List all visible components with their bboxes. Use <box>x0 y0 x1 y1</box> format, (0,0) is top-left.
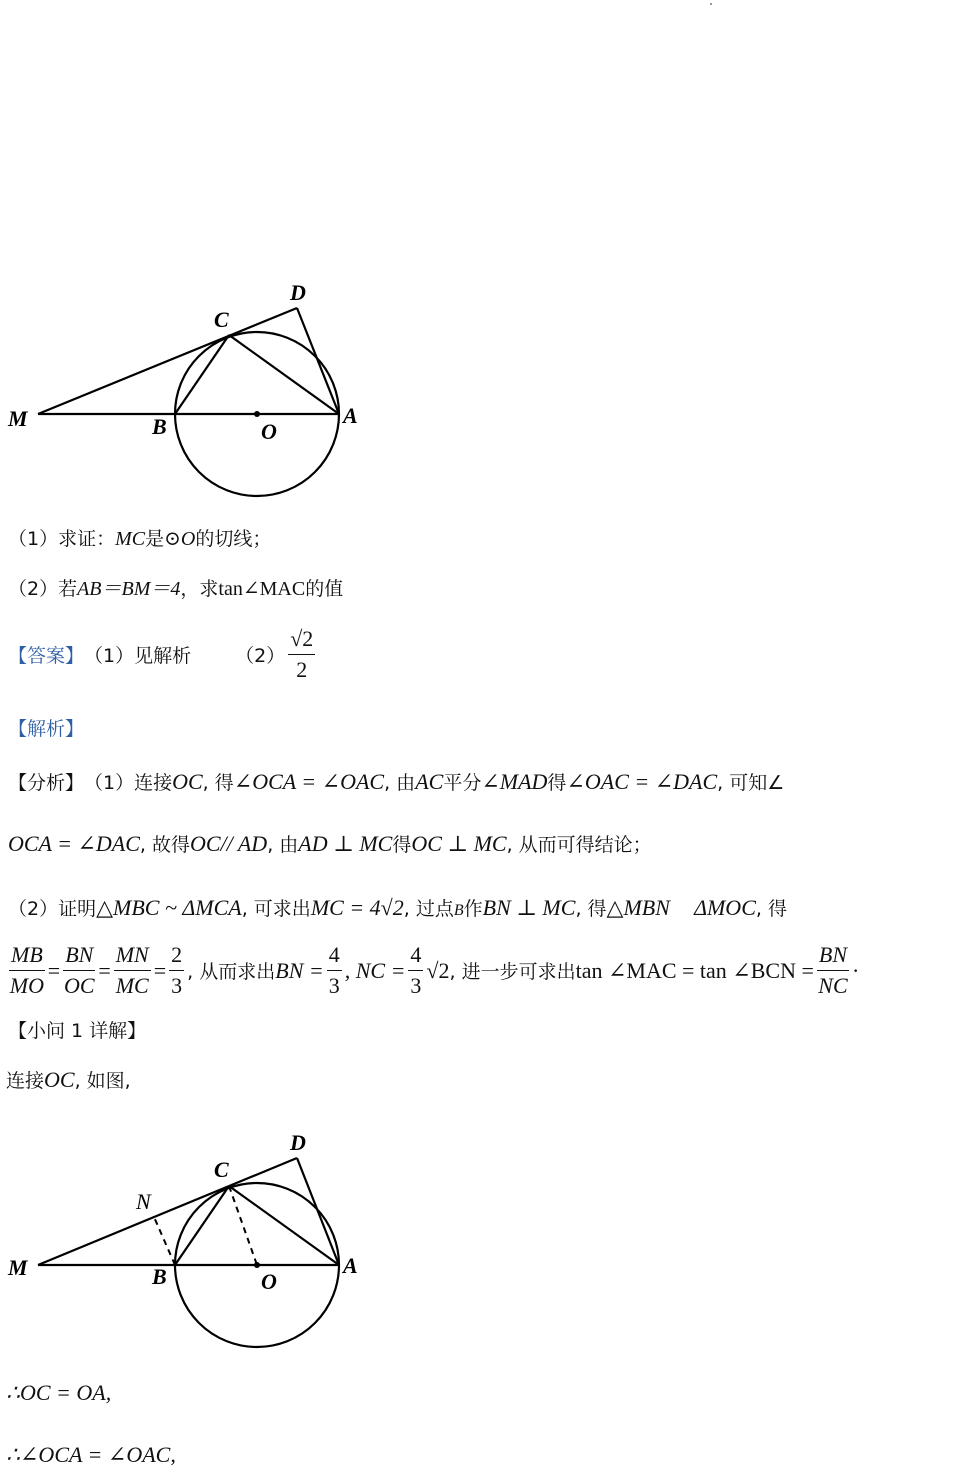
line-md <box>38 308 297 414</box>
q2-prefix: （2）若 <box>8 578 78 600</box>
fenxi-text: , 由 <box>267 834 299 856</box>
equals: = <box>98 957 111 983</box>
frac-den: NC <box>818 973 848 998</box>
math-expr: B <box>453 902 464 919</box>
fenxi-gap <box>670 898 694 920</box>
math-expr: OC <box>172 769 203 794</box>
fenxi-text: 得 <box>547 772 567 794</box>
math-expr: OCA = ∠DAC <box>8 831 140 856</box>
analysis-line-4 <box>6 940 859 1001</box>
math-expr: ∠OAC = ∠DAC <box>566 769 718 794</box>
fenxi-text: , 故得 <box>139 834 190 856</box>
fraction-2-3 <box>169 940 184 1001</box>
label-d: D <box>290 1130 306 1155</box>
math-expr: ∠MAD <box>481 769 548 794</box>
math-expr: OC// AD <box>189 831 268 856</box>
period: · <box>852 957 860 983</box>
math-expr: tan ∠MAC = tan ∠BCN = <box>575 957 814 983</box>
q2-condition: AB＝BM＝4 <box>77 578 181 600</box>
math-expr: BN ⊥ MC <box>482 895 576 920</box>
frac-num: 4 <box>327 940 342 971</box>
q1-o: O <box>180 528 196 550</box>
label-d: D <box>290 280 306 305</box>
fenxi-text: , 从而求出 <box>187 961 276 983</box>
label-n: N <box>136 1189 151 1214</box>
step-2: ∴∠OCA = ∠OAC, <box>6 1442 176 1467</box>
step-1: ∴OC = OA, <box>6 1380 112 1405</box>
label-m: M <box>8 1255 28 1280</box>
fenxi-text: , 过点 <box>403 898 454 920</box>
math-expr: MC = 4√2 <box>310 895 404 920</box>
q2-tan: tan∠MAC <box>218 578 306 600</box>
sqrt-2: √2 <box>426 957 450 983</box>
connect-line <box>6 1066 131 1093</box>
label-b: B <box>152 414 167 439</box>
frac-num: 2 <box>169 940 184 971</box>
math-expr: OC <box>44 1067 75 1092</box>
q2-suffix: 的值 <box>305 578 344 600</box>
equals: = <box>153 957 167 983</box>
frac-den: MC <box>115 973 149 998</box>
fenxi-text: 作 <box>463 898 483 920</box>
line-md <box>38 1158 297 1265</box>
frac-num: BN <box>817 940 849 971</box>
analysis-tag: 【解析】 <box>8 718 85 740</box>
fraction-bn-nc <box>817 940 849 1001</box>
fenxi-tag: 【分析】 <box>8 772 85 794</box>
math-expr: OC ⊥ MC <box>411 831 507 856</box>
math-expr: △MBC ~ ΔMCA <box>96 895 242 920</box>
geometry-figure-1 <box>0 278 380 508</box>
math-expr: ΔMOC <box>694 895 756 920</box>
q2-mid: ，求 <box>180 578 219 600</box>
dashed-bn <box>154 1217 175 1265</box>
label-c: C <box>214 307 229 332</box>
analysis-line-3 <box>8 894 787 921</box>
geometry-figure-2 <box>0 1127 380 1357</box>
dashed-oc <box>229 1186 257 1265</box>
math-expr: △MBN <box>606 895 670 920</box>
fenxi-text: 得 <box>392 834 412 856</box>
fraction-mn-mc <box>114 940 151 1001</box>
fenxi-text: , 从而可得结论； <box>506 834 652 856</box>
frac-den: 3 <box>328 973 340 998</box>
q1-mid: 是 <box>145 528 165 550</box>
answer-part2: （2） <box>235 645 286 667</box>
question-1 <box>8 524 271 551</box>
math-expr: AD ⊥ MC <box>298 831 393 856</box>
question-2 <box>8 572 343 601</box>
analysis-line-1 <box>8 768 784 795</box>
analysis-line-2 <box>8 830 652 857</box>
fenxi-text: （2）证明 <box>8 898 97 920</box>
label-a: A <box>343 403 358 428</box>
label-o: O <box>261 1269 277 1294</box>
math-expr: ∠OCA = ∠OAC <box>233 769 385 794</box>
math-expr: , NC = <box>344 957 406 983</box>
fenxi-text: , 得 <box>202 772 234 794</box>
answer-num: √2 <box>288 624 315 655</box>
answer-den: 2 <box>296 657 308 682</box>
connect-text: , 如图, <box>74 1070 131 1092</box>
frac-den: MO <box>9 973 44 998</box>
fenxi-text: , 由 <box>384 772 416 794</box>
top-dot <box>710 3 712 5</box>
answer-fraction <box>288 624 315 685</box>
fraction-bn-oc <box>63 940 95 1001</box>
fenxi-text: , 可求出 <box>241 898 311 920</box>
frac-num: BN <box>63 940 95 971</box>
label-a: A <box>343 1253 358 1278</box>
frac-den: OC <box>63 973 95 998</box>
label-m: M <box>8 406 28 431</box>
fenxi-text: , 可知∠ <box>717 772 785 794</box>
label-o: O <box>261 419 277 444</box>
q1-prefix: （1）求证： <box>8 528 116 550</box>
answer-part1: （1）见解析 <box>84 645 192 667</box>
answer-line <box>8 624 318 685</box>
fenxi-text: , 进一步可求出 <box>449 961 576 983</box>
equals: = <box>47 957 61 983</box>
fraction-4-3 <box>327 940 342 1001</box>
fenxi-text: 平分 <box>443 772 482 794</box>
frac-num: MB <box>9 940 45 971</box>
math-expr: BN = <box>275 957 324 983</box>
frac-num: MN <box>114 940 151 971</box>
frac-num: 4 <box>408 940 423 971</box>
q1-suffix: 的切线； <box>195 528 272 550</box>
answer-tag: 【答案】 <box>8 645 85 667</box>
fenxi-text: （1）连接 <box>84 772 173 794</box>
label-c: C <box>214 1157 229 1182</box>
label-b: B <box>152 1264 167 1289</box>
fraction-mb-mo <box>9 940 45 1001</box>
frac-den: 3 <box>171 973 183 998</box>
sub-question-tag: 【小问 1 详解】 <box>8 1020 147 1042</box>
center-dot <box>254 411 260 417</box>
fenxi-text: , 得 <box>575 898 607 920</box>
frac-den: 3 <box>410 973 422 998</box>
connect-text: 连接 <box>6 1070 45 1092</box>
center-dot <box>254 1262 260 1268</box>
q1-mc: MC <box>115 528 146 550</box>
fraction-4-3-b <box>408 940 423 1001</box>
circle-dot-symbol: ⊙ <box>164 528 181 550</box>
math-expr: AC <box>415 769 444 794</box>
fenxi-text: , 得 <box>755 898 787 920</box>
